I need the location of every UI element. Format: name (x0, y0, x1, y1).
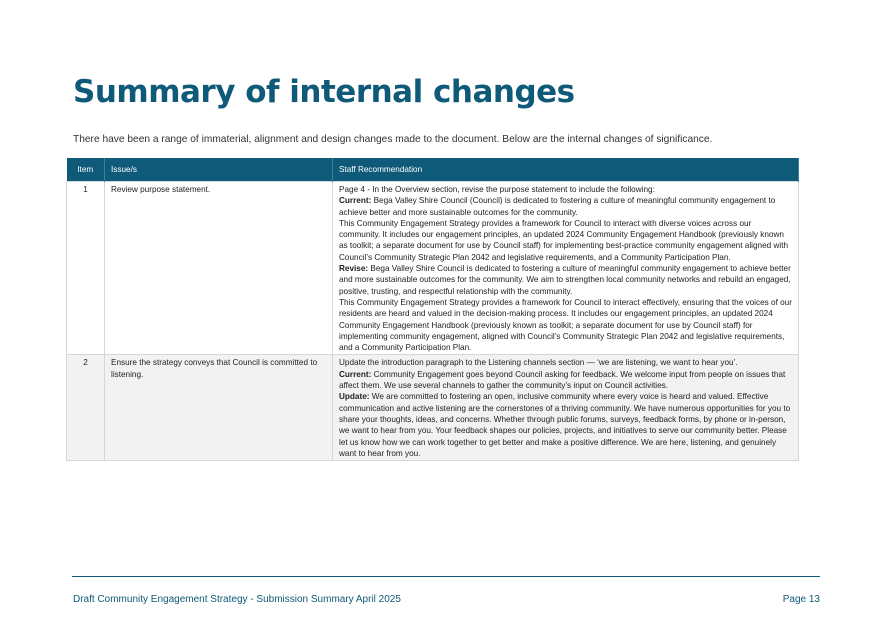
current-text: Bega Valley Shire Council (Council) is dedicated to fostering a culture of meaningful community engagement to achieve better and more sustainable outcomes for the community. (339, 196, 776, 217)
item-number: 1 (67, 182, 105, 355)
table-row (67, 182, 799, 355)
item-number: 2 (67, 355, 105, 461)
footer-document-title: Draft Community Engagement Strategy - Submission Summary April 2025 (73, 594, 401, 605)
recommendation-cell (333, 182, 799, 355)
revise-paragraph (339, 263, 792, 297)
current-text: Community Engagement goes beyond Council asking for feedback. We welcome input from people on issues that affect them. We use several channels to gather the community’s input on Council activities. (339, 369, 786, 391)
current-paragraph (339, 369, 792, 392)
changes-table (66, 158, 799, 461)
footer-divider (72, 576, 820, 577)
current-label: Current: (339, 196, 372, 206)
revise-label: Revise: (339, 264, 369, 274)
table-row (67, 355, 799, 461)
current-paragraph-2: This Community Engagement Strategy provides a framework for Council to interact with diverse voices across our community. It includes our engagement principles, an updated 2024 Community Engagement Handbook (previously known as toolkit; a separate document for use by Council staff) for implementing best-practice community engagement aligned with Council’s Community Strategic Plan 2042 and legislative requirements, and a Community Participation Plan. (339, 218, 789, 262)
revise-paragraph-2: This Community Engagement Strategy provides a framework for Council to interact effectively, ensuring that the voices of our residents are heard and valued in the decision-making process. It includes our engagement principles, an updated 2024 Community Engagement Handbook (previously known as toolkit; a separate document for use by Council staff) for implementing community engagement, aligned with Council’s Community Strategic Plan 2042 and legislative requirements, and a Community Participation Plan. (339, 297, 792, 353)
update-paragraph (339, 391, 792, 459)
recommendation-lead: Update the introduction paragraph to the Listening channels section — ‘we are listening, we want to hear you’. (339, 358, 738, 368)
issue-cell: Ensure the strategy conveys that Council is committed to listening. (105, 355, 333, 461)
update-text: We are committed to fostering an open, inclusive community where every voice is heard and valued. Effective communication and active listening are the cornerstones of a thriving community. We have numerous opportunities for you to share your thoughts, ideas, and concerns. Whether through public forums, surveys, feedback forms, by phone or in-person, we want to hear from you. Your feedback shapes our policies, projects, and initiatives to serve our community better. Please let us know how we can work together to get better and make a positive difference. We are here, listening, and genuinely want to hear from you. (339, 392, 791, 458)
header-item: Item (67, 158, 105, 182)
recommendation-cell (333, 355, 799, 461)
header-issue: Issue/s (105, 158, 333, 182)
current-paragraph (339, 195, 792, 218)
footer-page-number: Page 13 (782, 594, 820, 605)
current-label: Current: (339, 369, 372, 379)
page-title: Summary of internal changes (73, 74, 575, 110)
update-label: Update: (339, 392, 370, 402)
table-header-row (67, 158, 799, 182)
recommendation-lead: Page 4 - In the Overview section, revise the purpose statement to include the following: (339, 185, 655, 194)
revise-text: Bega Valley Shire Council is dedicated to fostering a culture of meaningful community engagement to achieve better and more sustainable outcomes for the community. We aim to strengthen local community networks and rebuild an engaged, positive, trusting, and respectful relationship with the community. (339, 264, 791, 296)
intro-text: There have been a range of immaterial, alignment and design changes made to the document. Below are the internal changes of significance. (73, 134, 713, 145)
issue-cell: Review purpose statement. (105, 182, 333, 355)
header-recommendation: Staff Recommendation (333, 158, 799, 182)
